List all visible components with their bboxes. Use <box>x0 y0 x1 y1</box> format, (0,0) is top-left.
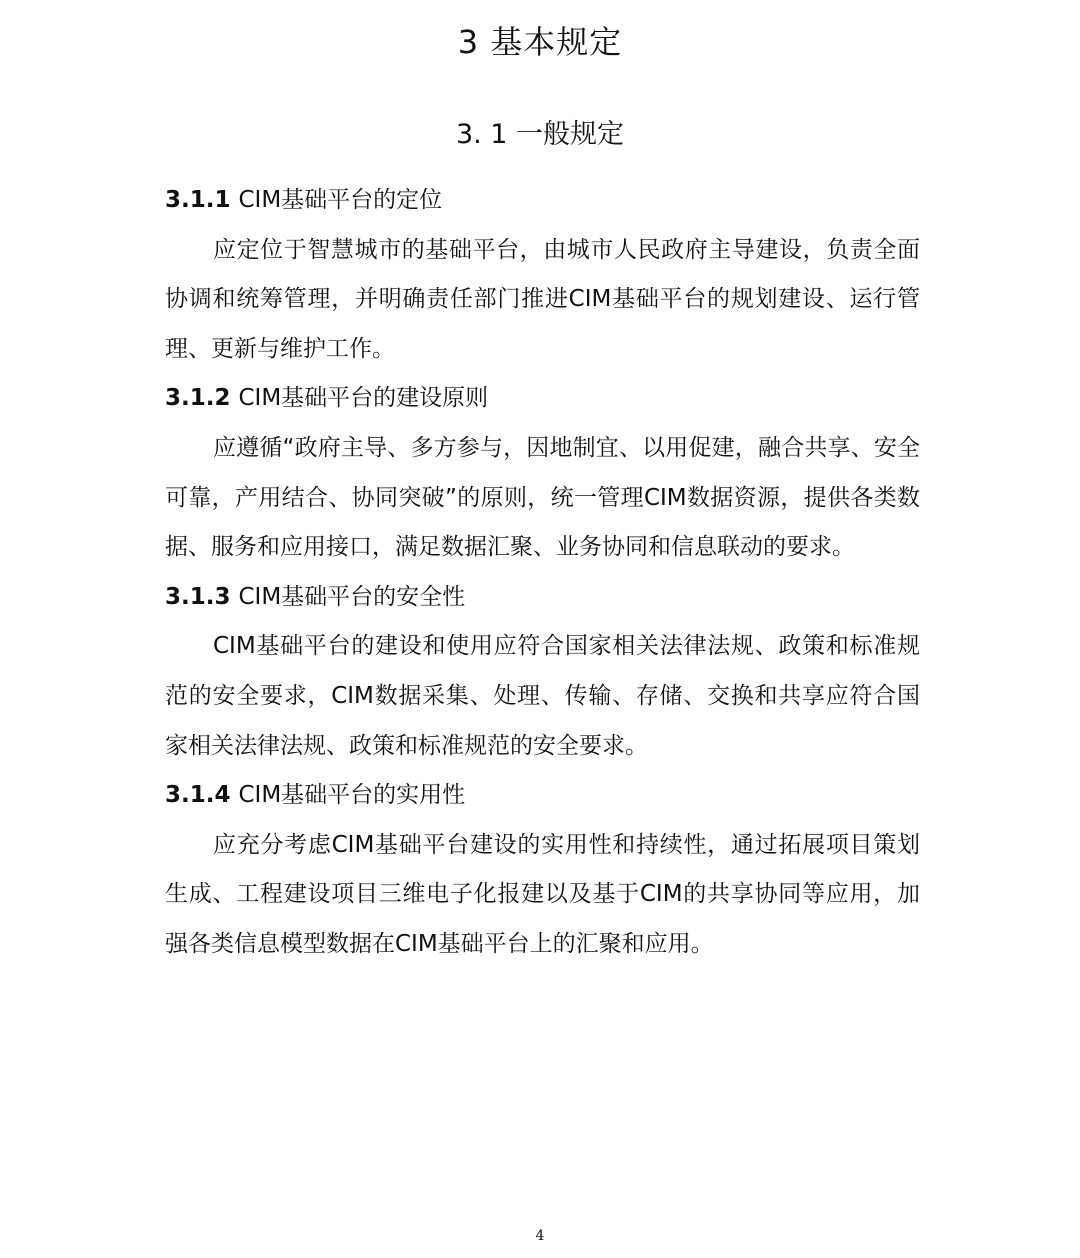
clause-number: 3.1.2 <box>165 385 231 412</box>
clause-3-1-2 <box>165 374 920 572</box>
clause-heading-text: CIM基础平台的建设原则 <box>238 385 489 412</box>
clause-body: CIM基础平台的建设和使用应符合国家相关法律法规、政策和标准规范的安全要求，CIM数据采集、处理、传输、存储、交换和共享应符合国家相关法律法规、政策和标准规范的安全要求。 <box>165 633 920 759</box>
clause-heading <box>165 176 920 226</box>
document-body <box>165 176 920 970</box>
clause-heading <box>165 771 920 821</box>
clause-3-1-4 <box>165 771 920 969</box>
clause-heading-text: CIM基础平台的定位 <box>238 187 443 213</box>
clause-heading <box>165 573 920 623</box>
chapter-title: 3 基本规定 <box>457 23 623 61</box>
clause-number: 3.1.1 <box>165 187 231 213</box>
page-number: 4 <box>535 1228 545 1244</box>
clause-3-1-3 <box>165 573 920 771</box>
clause-number: 3.1.3 <box>165 583 231 610</box>
section-title: 3. 1 一般规定 <box>455 119 625 150</box>
clause-heading-text: CIM基础平台的安全性 <box>238 583 466 610</box>
clause-heading-text: CIM基础平台的实用性 <box>238 782 466 809</box>
clause-body: 应充分考虑CIM基础平台建设的实用性和持续性，通过拓展项目策划生成、工程建设项目三维电子化报建以及基于CIM的共享协同等应用，加强各类信息模型数据在CIM基础平台上的汇聚和应用。 <box>165 831 920 957</box>
clause-body: 应遵循“政府主导、多方参与，因地制宜、以用促建，融合共享、安全可靠，产用结合、协同突破”的原则，统一管理CIM数据资源，提供各类数据、服务和应用接口，满足数据汇聚、业务协同和信息联动的要求。 <box>165 434 920 561</box>
clause-3-1-1 <box>165 176 920 374</box>
clause-number: 3.1.4 <box>165 782 231 809</box>
clause-heading <box>165 374 920 424</box>
clause-body: 应定位于智慧城市的基础平台，由城市人民政府主导建设，负责全面协调和统筹管理，并明确责任部门推进CIM基础平台的规划建设、运行管理、更新与维护工作。 <box>165 236 920 362</box>
